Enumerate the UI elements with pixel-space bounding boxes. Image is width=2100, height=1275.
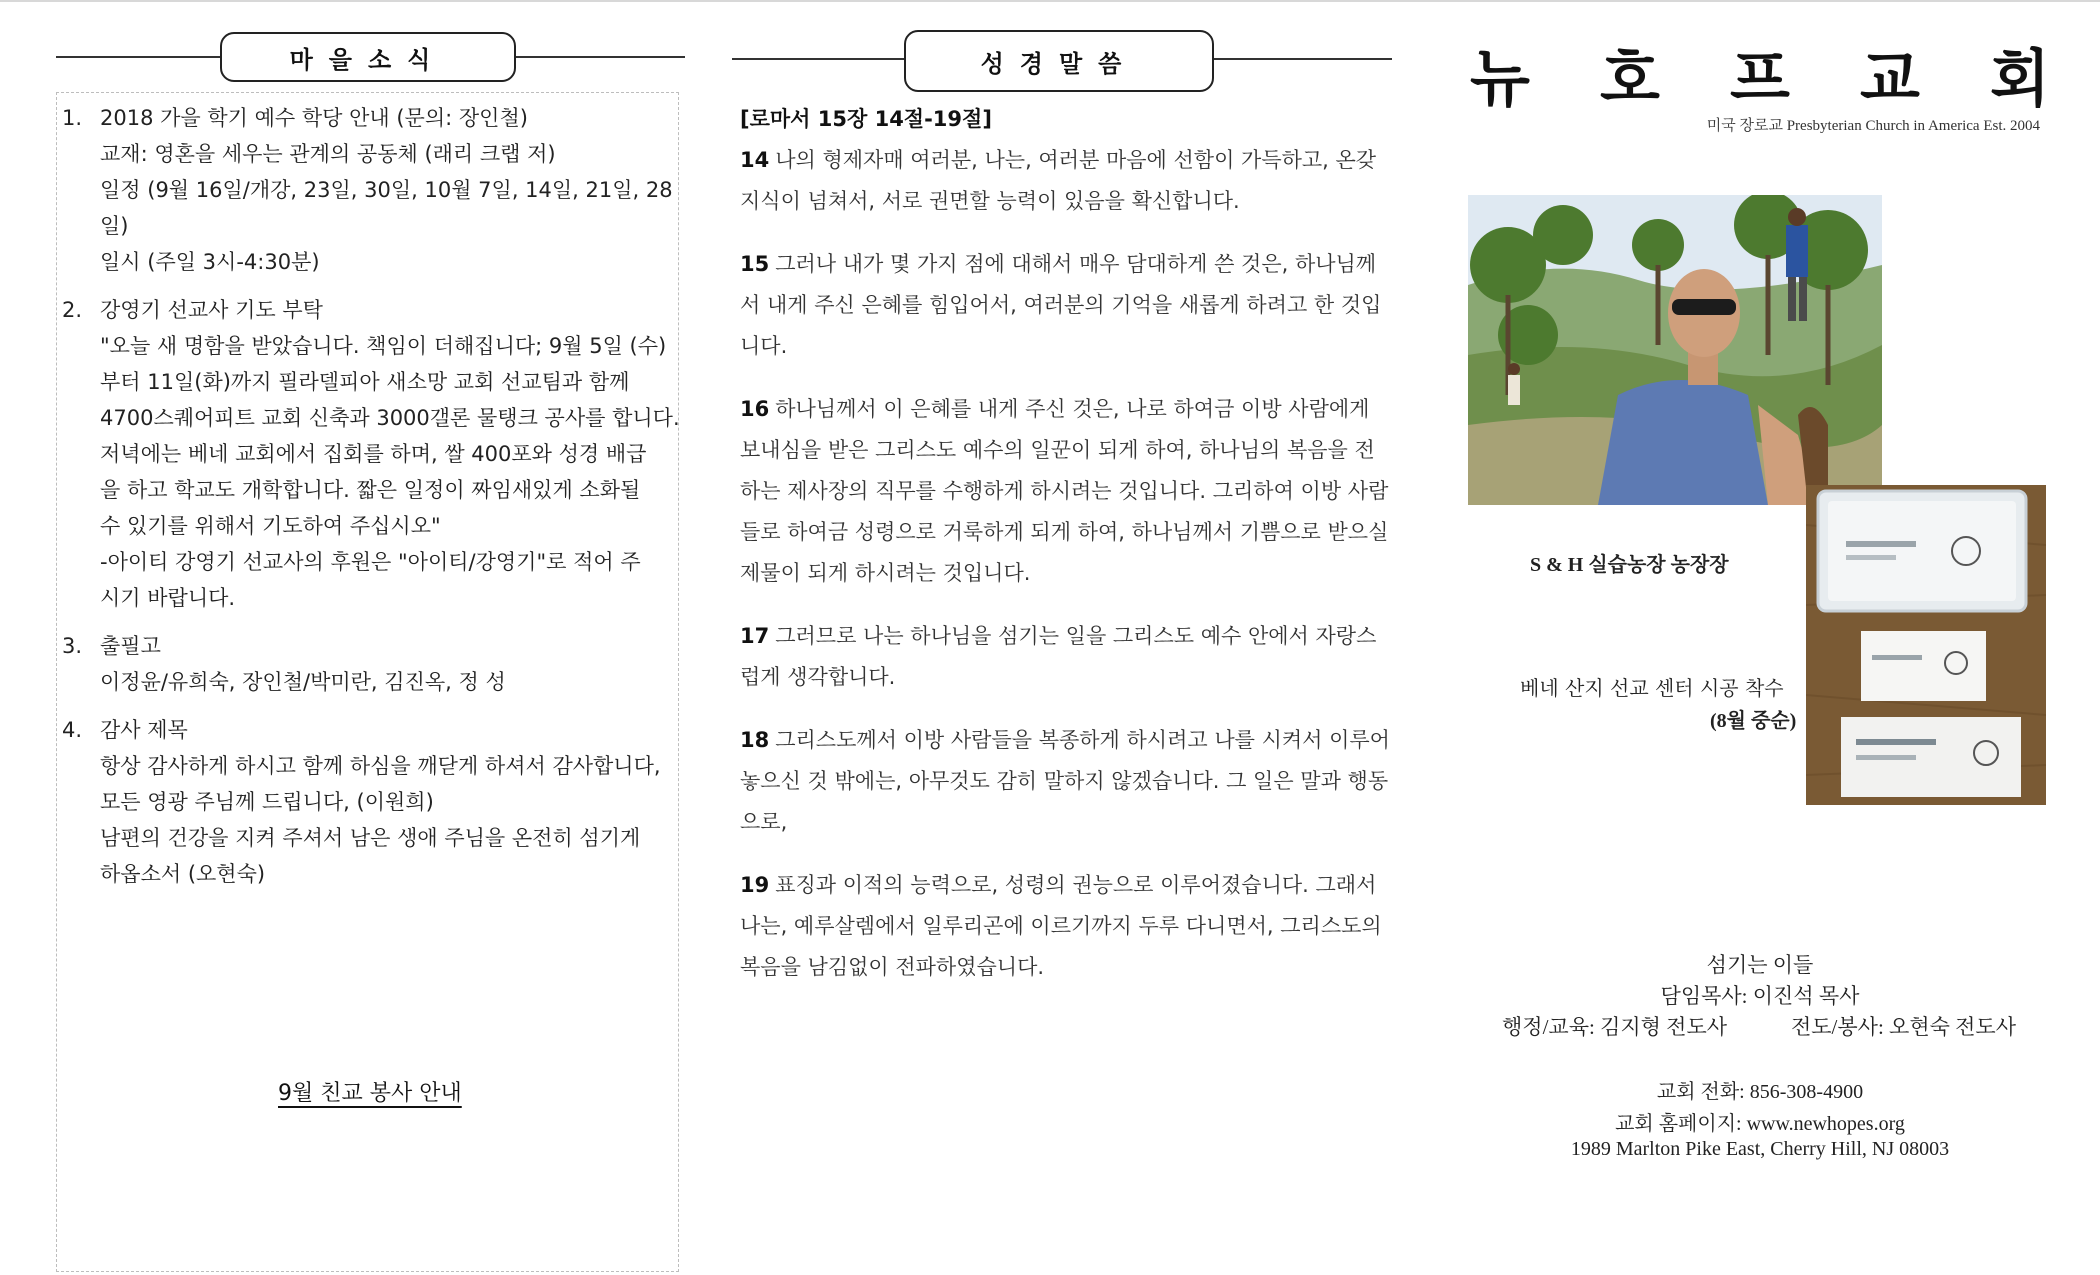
fellowship-service-link[interactable]: 9월 친교 봉사 안내: [278, 1081, 462, 1106]
bible-passage: [740, 100, 1390, 1010]
news-item-number: 4.: [62, 718, 83, 742]
verse-number: 16: [740, 397, 770, 421]
verse-number: 17: [740, 624, 770, 648]
bible-heading: 성경말씀: [904, 30, 1214, 92]
news-header-line-left: [56, 56, 222, 58]
bible-verse: [740, 720, 1390, 843]
business-cards-illustration: [1806, 485, 2046, 805]
evangelism-staff: 전도/봉사: 오현숙 전도사: [1790, 1015, 2016, 1039]
verse-number: 19: [740, 873, 770, 897]
news-item-line: "오늘 새 명함을 받았습니다. 책임이 더해집니다; 9월 5일 (수): [100, 334, 667, 358]
church-address: 1989 Marlton Pike East, Cherry Hill, NJ 08003: [1570, 1138, 1950, 1160]
verse-number: 18: [740, 728, 770, 752]
news-item-line: 부터 11일(화)까지 필라델피아 새소망 교회 선교팀과 함께: [100, 370, 630, 394]
church-name: [1470, 28, 2050, 118]
bible-verse: [740, 140, 1390, 222]
bene-caption: 베네 산지 선교 센터 시공 착수: [1520, 676, 1784, 700]
news-item-line: 남편의 건강을 지켜 주셔서 남은 생애 주님을 온전히 섬기게: [100, 826, 641, 850]
news-item-line: 4700스퀘어피트 교회 신축과 3000갤론 물탱크 공사를 합니다.: [100, 406, 680, 430]
farm-photo: [1468, 195, 1882, 505]
bible-verse: [740, 244, 1390, 367]
news-item: [62, 292, 682, 616]
news-item-title: 출필고: [100, 634, 161, 658]
staff-title: 섬기는 이들: [1706, 953, 1814, 977]
verse-text: 그러나 내가 몇 가지 점에 대해서 매우 담대하게 쓴 것은, 하나님께서 내게 주신 은혜를 힘입어서, 여러분의 기억을 새롭게 하려고 한 것입니다.: [740, 252, 1382, 358]
news-item-line: 이정윤/유희숙, 장인철/박미란, 김진옥, 정 성: [100, 670, 506, 694]
news-item-line: 수 있기를 위해서 기도하여 주십시오": [100, 514, 441, 538]
bible-verse: [740, 616, 1390, 698]
church-homepage[interactable]: 교회 홈페이지: www.newhopes.org: [1615, 1113, 1905, 1135]
news-item: [62, 100, 682, 280]
bible-reference: [로마서 15장 14절-19절]: [740, 107, 992, 131]
church-phone: 교회 전화: 856-308-4900: [1656, 1081, 1864, 1103]
verse-number: 14: [740, 148, 770, 172]
church-subtitle: 미국 장로교 Presbyterian Church in America Est. 2004: [1706, 118, 2040, 134]
news-item-body: [100, 712, 682, 892]
farm-photo-illustration: [1468, 195, 1882, 505]
news-item-title: 2018 가을 학기 예수 학당 안내 (문의: 장인철): [100, 106, 528, 130]
news-header-line-right: [512, 56, 685, 58]
news-item-line: 저녁에는 베네 교회에서 집회를 하며, 쌀 400포와 성경 배급: [100, 442, 647, 466]
business-cards-photo: [1806, 485, 2046, 805]
church-name-char: 뉴: [1470, 41, 1530, 115]
news-item-line: 하옵소서 (오현숙): [100, 862, 266, 886]
senior-pastor: 담임목사: 이진석 목사: [1660, 984, 1860, 1008]
news-item-line: 일정 (9월 16일/개강, 23일, 30일, 10월 7일, 14일, 21일, 28일): [100, 178, 673, 238]
farm-caption: S & H 실습농장 농장장: [1530, 554, 1729, 576]
bible-verse: [740, 865, 1390, 988]
news-item-line: 일시 (주일 3시-4:30분): [100, 250, 320, 274]
news-item: [62, 712, 682, 892]
news-item-line: 모든 영광 주님께 드립니다, (이원희): [100, 790, 434, 814]
bible-header-line-right: [1210, 58, 1392, 60]
news-item-body: [100, 292, 682, 616]
verse-text: 표징과 이적의 능력으로, 성령의 권능으로 이루어졌습니다. 그래서 나는, 예루살렘에서 일루리곤에 이르기까지 두루 다니면서, 그리스도의 복음을 남김없이 전파하였습니다.: [740, 873, 1382, 979]
bible-header-line-left: [732, 58, 906, 60]
news-item-line: 항상 감사하게 하시고 함께 하심을 깨닫게 하셔서 감사합니다,: [100, 754, 661, 778]
staff-section: [1470, 950, 2050, 1043]
news-item-title: 감사 제목: [100, 718, 188, 742]
news-item-line: 시기 바랍니다.: [100, 586, 236, 610]
news-item-number: 3.: [62, 634, 83, 658]
bible-verse: [740, 389, 1390, 594]
verse-list: [740, 140, 1390, 988]
news-item-title: 강영기 선교사 기도 부탁: [100, 298, 323, 322]
news-item-body: [100, 628, 682, 700]
contact-section: [1470, 1078, 2050, 1160]
verse-text: 하나님께서 이 은혜를 내게 주신 것은, 나로 하여금 이방 사람에게 보내심을 받은 그리스도 예수의 일꾼이 되게 하여, 하나님의 복음을 전하는 제사장의 직무를 수행하게 하시려는 것입니다. 그리하여 이방 사람들로 하여금 성령으로 거룩하게 되게 하여, 하나님께서 기쁨으로 받으실 제물이 되게 하시려는 것입니다.: [740, 397, 1389, 585]
news-item-number: 1.: [62, 106, 83, 130]
news-list: [62, 100, 682, 904]
verse-number: 15: [740, 252, 770, 276]
verse-text: 나의 형제자매 여러분, 나는, 여러분 마음에 선함이 가득하고, 온갖 지식이 넘쳐서, 서로 권면할 능력이 있음을 확신합니다.: [740, 148, 1377, 213]
news-item: [62, 628, 682, 700]
bene-caption-date: (8월 중순): [1710, 710, 1797, 732]
top-border: [0, 0, 2100, 2]
church-name-char: 교: [1860, 41, 1920, 115]
verse-text: 그리스도께서 이방 사람들을 복종하게 하시려고 나를 시켜서 이루어 놓으신 것 밖에는, 아무것도 감히 말하지 않겠습니다. 그 일은 말과 행동으로,: [740, 728, 1390, 834]
verse-text: 그러므로 나는 하나님을 섬기는 일을 그리스도 예수 안에서 자랑스럽게 생각합니다.: [740, 624, 1377, 689]
news-item-line: -아이티 강영기 선교사의 후원은 "아이티/강영기"로 적어 주: [100, 550, 641, 574]
news-heading: 마을소식: [220, 32, 516, 82]
staff-row: [1470, 1012, 2050, 1043]
news-item-number: 2.: [62, 298, 83, 322]
news-item-line: 교재: 영혼을 세우는 관계의 공동체 (래리 크랩 저): [100, 142, 556, 166]
admin-staff: 행정/교육: 김지형 전도사: [1502, 1015, 1728, 1039]
news-item-body: [100, 100, 682, 280]
church-name-char: 호: [1600, 41, 1660, 115]
church-name-char: 회: [1990, 41, 2050, 115]
news-item-line: 을 하고 학교도 개학합니다. 짧은 일정이 짜임새있게 소화될: [100, 478, 641, 502]
church-name-char: 프: [1730, 41, 1790, 115]
